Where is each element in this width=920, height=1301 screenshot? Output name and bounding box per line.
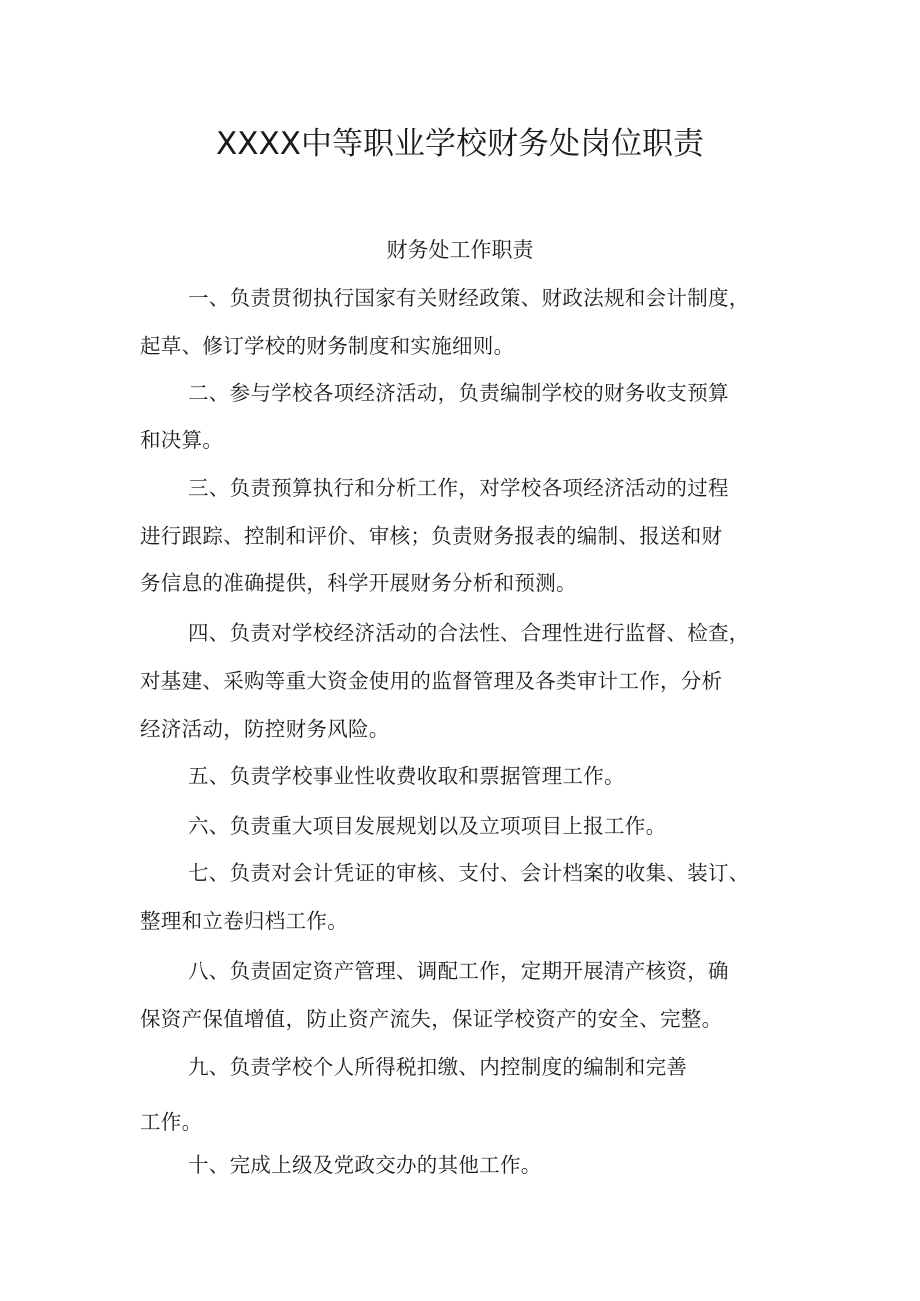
document-title: XXXX中等职业学校财务处岗位职责 xyxy=(216,126,704,162)
duty-2-line-1: 二、参与学校各项经济活动，负责编制学校的财务收支预算 xyxy=(188,381,729,405)
duty-3-line-2: 进行跟踪、控制和评价、审核；负责财务报表的编制、报送和财 xyxy=(140,524,723,548)
section-title: 财务处工作职责 xyxy=(386,238,534,262)
duty-6-line-1: 六、负责重大项目发展规划以及立项项目上报工作。 xyxy=(188,814,667,838)
duty-9-line-2: 工作。 xyxy=(140,1110,203,1134)
duty-5-line-1: 五、负责学校事业性收费收取和票据管理工作。 xyxy=(188,764,625,788)
duty-7-line-1: 七、负责对会计凭证的审核、支付、会计档案的收集、装订、 xyxy=(188,861,750,885)
duty-9-line-1: 九、负责学校个人所得税扣缴、内控制度的编制和完善 xyxy=(188,1055,688,1079)
duty-3-line-1: 三、负责预算执行和分析工作，对学校各项经济活动的过程 xyxy=(188,476,729,500)
duty-4-line-2: 对基建、采购等重大资金使用的监督管理及各类审计工作，分析 xyxy=(140,669,723,693)
duty-10-line-1: 十、完成上级及党政交办的其他工作。 xyxy=(188,1153,542,1177)
duty-3-line-3: 务信息的准确提供，科学开展财务分析和预测。 xyxy=(140,571,577,595)
duty-2-line-2: 和决算。 xyxy=(140,428,224,452)
duty-8-line-2: 保资产保值增值，防止资产流失，保证学校资产的安全、完整。 xyxy=(140,1007,723,1031)
duty-8-line-1: 八、负责固定资产管理、调配工作，定期开展清产核资，确 xyxy=(188,959,729,983)
duty-4-line-3: 经济活动，防控财务风险。 xyxy=(140,717,390,741)
duty-7-line-2: 整理和立卷归档工作。 xyxy=(140,909,348,933)
duty-4-line-1: 四、负责对学校经济活动的合法性、合理性进行监督、检查， xyxy=(188,621,750,645)
duty-1-line-1: 一、负责贯彻执行国家有关财经政策、财政法规和会计制度， xyxy=(188,286,750,310)
duty-1-line-2: 起草、修订学校的财务制度和实施细则。 xyxy=(140,334,515,358)
